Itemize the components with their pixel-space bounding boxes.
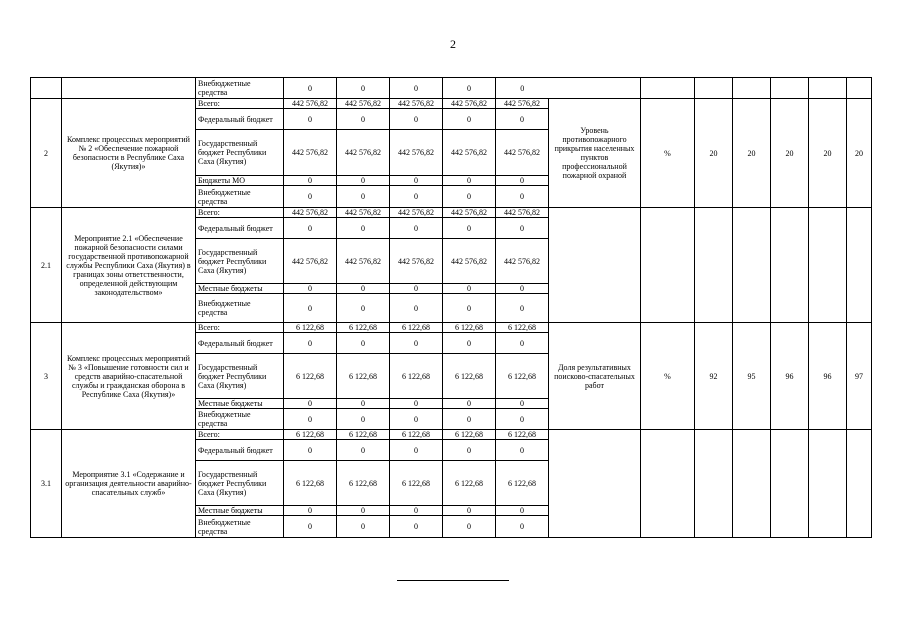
source-label: Всего: — [196, 208, 284, 218]
value-cell: 442 576,82 — [284, 99, 337, 109]
value-cell: 442 576,82 — [337, 130, 390, 176]
value-cell: 442 576,82 — [390, 239, 443, 284]
value-cell: 0 — [496, 516, 549, 538]
value-cell: 6 122,68 — [496, 430, 549, 440]
target-value: 97 — [847, 323, 872, 430]
value-cell: 0 — [284, 506, 337, 516]
value-cell: 442 576,82 — [284, 239, 337, 284]
value-cell: 0 — [337, 78, 390, 99]
value-cell: 0 — [337, 294, 390, 323]
value-cell: 0 — [390, 409, 443, 430]
value-cell: 442 576,82 — [496, 239, 549, 284]
value-cell: 442 576,82 — [496, 130, 549, 176]
source-label: Государственный бюджет Республики Саха (Якутия) — [196, 461, 284, 506]
value-cell: 0 — [284, 333, 337, 354]
source-label: Федеральный бюджет — [196, 218, 284, 239]
unit: % — [641, 323, 695, 430]
value-cell: 6 122,68 — [337, 323, 390, 333]
value-cell: 0 — [443, 78, 496, 99]
value-cell: 442 576,82 — [337, 99, 390, 109]
value-cell: 6 122,68 — [496, 323, 549, 333]
value-cell: 0 — [390, 333, 443, 354]
indicator-name: Доля результативных поисково-спасательных работ — [549, 323, 641, 430]
source-label: Государственный бюджет Республики Саха (Якутия) — [196, 130, 284, 176]
table-row — [31, 323, 872, 333]
value-cell: 442 576,82 — [337, 239, 390, 284]
value-cell: 0 — [337, 516, 390, 538]
value-cell: 0 — [390, 440, 443, 461]
source-label: Федеральный бюджет — [196, 109, 284, 130]
unit: % — [641, 99, 695, 208]
value-cell: 0 — [496, 284, 549, 294]
value-cell: 0 — [443, 218, 496, 239]
value-cell: 0 — [337, 284, 390, 294]
value-cell: 0 — [390, 218, 443, 239]
source-label: Всего: — [196, 430, 284, 440]
value-cell: 0 — [443, 409, 496, 430]
value-cell: 0 — [284, 176, 337, 186]
value-cell: 0 — [496, 186, 549, 208]
value-cell: 0 — [496, 333, 549, 354]
source-label: Бюджеты МО — [196, 176, 284, 186]
source-label: Внебюджетные средства — [196, 294, 284, 323]
target-value: 96 — [771, 323, 809, 430]
row-number: 3 — [31, 323, 62, 430]
value-cell: 0 — [496, 409, 549, 430]
table-row — [31, 430, 872, 440]
value-cell: 6 122,68 — [443, 461, 496, 506]
value-cell: 0 — [443, 333, 496, 354]
source-label: Федеральный бюджет — [196, 333, 284, 354]
value-cell: 6 122,68 — [337, 461, 390, 506]
value-cell: 0 — [390, 176, 443, 186]
program-name: Комплекс процессных мероприятий № 2 «Обеспечение пожарной безопасности в Республике Саха (Якутия)» — [62, 99, 196, 208]
value-cell: 6 122,68 — [443, 430, 496, 440]
source-label: Внебюджетные средства — [196, 409, 284, 430]
source-label: Местные бюджеты — [196, 399, 284, 409]
value-cell: 0 — [284, 78, 337, 99]
value-cell: 0 — [443, 399, 496, 409]
value-cell: 0 — [337, 506, 390, 516]
table-row — [31, 78, 872, 99]
value-cell: 442 576,82 — [443, 239, 496, 284]
target-value: 96 — [809, 323, 847, 430]
value-cell: 0 — [390, 516, 443, 538]
value-cell: 0 — [390, 109, 443, 130]
value-cell: 0 — [496, 78, 549, 99]
target-value: 20 — [809, 99, 847, 208]
value-cell: 0 — [284, 516, 337, 538]
source-label: Федеральный бюджет — [196, 440, 284, 461]
value-cell: 6 122,68 — [496, 461, 549, 506]
value-cell: 0 — [496, 399, 549, 409]
row-number: 3.1 — [31, 430, 62, 538]
value-cell: 6 122,68 — [284, 323, 337, 333]
value-cell: 6 122,68 — [443, 323, 496, 333]
value-cell: 0 — [496, 440, 549, 461]
value-cell: 0 — [337, 109, 390, 130]
value-cell: 6 122,68 — [390, 461, 443, 506]
value-cell: 6 122,68 — [284, 354, 337, 399]
target-value: 92 — [695, 323, 733, 430]
source-label: Государственный бюджет Республики Саха (Якутия) — [196, 239, 284, 284]
row-number: 2 — [31, 99, 62, 208]
value-cell: 0 — [337, 399, 390, 409]
target-value: 20 — [771, 99, 809, 208]
source-label: Местные бюджеты — [196, 506, 284, 516]
value-cell: 0 — [390, 284, 443, 294]
source-label: Внебюджетные средства — [196, 78, 284, 99]
value-cell: 0 — [337, 186, 390, 208]
target-value: 20 — [733, 99, 771, 208]
value-cell: 442 576,82 — [390, 208, 443, 218]
value-cell: 0 — [496, 109, 549, 130]
value-cell: 442 576,82 — [390, 130, 443, 176]
value-cell: 0 — [284, 294, 337, 323]
value-cell: 442 576,82 — [443, 208, 496, 218]
value-cell: 6 122,68 — [390, 323, 443, 333]
value-cell: 0 — [284, 440, 337, 461]
source-label: Государственный бюджет Республики Саха (Якутия) — [196, 354, 284, 399]
value-cell: 0 — [443, 516, 496, 538]
value-cell: 0 — [390, 294, 443, 323]
value-cell: 0 — [337, 176, 390, 186]
value-cell: 442 576,82 — [284, 130, 337, 176]
value-cell: 0 — [337, 218, 390, 239]
activity-name: Мероприятие 3.1 «Содержание и организация деятельности аварийно-спасательных служб» — [62, 430, 196, 538]
target-value: 95 — [733, 323, 771, 430]
source-label: Местные бюджеты — [196, 284, 284, 294]
target-value: 20 — [847, 99, 872, 208]
value-cell: 0 — [443, 506, 496, 516]
value-cell: 0 — [284, 109, 337, 130]
footnote-separator — [397, 580, 509, 581]
source-label: Внебюджетные средства — [196, 516, 284, 538]
value-cell: 0 — [390, 186, 443, 208]
value-cell: 0 — [284, 186, 337, 208]
value-cell: 442 576,82 — [443, 130, 496, 176]
table-row — [31, 208, 872, 218]
value-cell: 0 — [337, 409, 390, 430]
value-cell: 0 — [443, 440, 496, 461]
value-cell: 442 576,82 — [496, 99, 549, 109]
program-name: Комплекс процессных мероприятий № 3 «Повышение готовности сил и средств аварийно-спасательной службы и гражданская оборона в Республике Саха (Якутия)» — [62, 323, 196, 430]
value-cell: 0 — [390, 506, 443, 516]
value-cell: 0 — [284, 218, 337, 239]
value-cell: 0 — [496, 294, 549, 323]
value-cell: 442 576,82 — [337, 208, 390, 218]
value-cell: 442 576,82 — [284, 208, 337, 218]
value-cell: 0 — [443, 176, 496, 186]
value-cell: 0 — [443, 284, 496, 294]
target-value: 20 — [695, 99, 733, 208]
table-row — [31, 99, 872, 109]
page-number: 2 — [450, 37, 456, 51]
value-cell: 6 122,68 — [390, 430, 443, 440]
source-label: Всего: — [196, 323, 284, 333]
value-cell: 6 122,68 — [443, 354, 496, 399]
value-cell: 6 122,68 — [337, 430, 390, 440]
value-cell: 0 — [284, 409, 337, 430]
value-cell: 6 122,68 — [337, 354, 390, 399]
value-cell: 0 — [496, 218, 549, 239]
value-cell: 6 122,68 — [284, 430, 337, 440]
value-cell: 6 122,68 — [390, 354, 443, 399]
value-cell: 0 — [284, 284, 337, 294]
source-label: Всего: — [196, 99, 284, 109]
value-cell: 0 — [443, 186, 496, 208]
activity-name: Мероприятие 2.1 «Обеспечение пожарной безопасности силами государственной противопожарной службы Республики Саха (Якутия) в границах зоны ответственности, определенной действующим законодательством» — [62, 208, 196, 323]
source-label: Внебюджетные средства — [196, 186, 284, 208]
value-cell: 0 — [496, 506, 549, 516]
value-cell: 0 — [390, 399, 443, 409]
value-cell: 6 122,68 — [284, 461, 337, 506]
value-cell: 442 576,82 — [443, 99, 496, 109]
row-number: 2.1 — [31, 208, 62, 323]
value-cell: 0 — [337, 440, 390, 461]
value-cell: 0 — [496, 176, 549, 186]
value-cell: 0 — [390, 78, 443, 99]
value-cell: 0 — [443, 294, 496, 323]
indicator-name: Уровень противопожарного прикрытия населенных пунктов профессиональной пожарной охраной — [549, 99, 641, 208]
value-cell: 0 — [284, 399, 337, 409]
value-cell: 0 — [443, 109, 496, 130]
value-cell: 0 — [337, 333, 390, 354]
value-cell: 442 576,82 — [390, 99, 443, 109]
value-cell: 442 576,82 — [496, 208, 549, 218]
program-table — [30, 77, 872, 538]
value-cell: 6 122,68 — [496, 354, 549, 399]
